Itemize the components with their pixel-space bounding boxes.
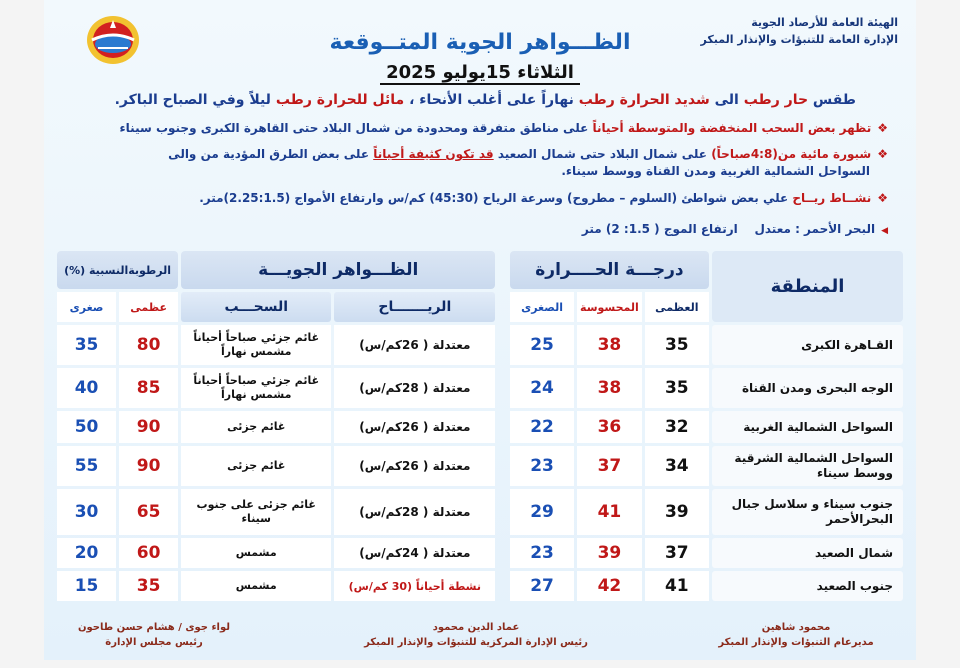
signature-director [696, 620, 896, 650]
temp-max: 39 [645, 489, 709, 535]
table-row [57, 489, 903, 535]
humidity-max: 65 [119, 489, 178, 535]
subheader-feels-like: المحسوسة [577, 292, 641, 322]
region-name: الوجه البحرى ومدن القناة [712, 368, 903, 408]
bullet-warning: قد تكون كثيفة أحياناً [373, 147, 494, 161]
bullet-text: علي بعض شواطئ (السلوم – مطروح) وسرعة الرياح (45:30) كم/س وارتفاع الأمواج (2.25:1.5)متر. [199, 191, 793, 205]
subheader-wind: الريـــــــاح [334, 292, 495, 322]
summary-hot-humid: حار رطب [743, 92, 809, 108]
region-name: جنوب الصعيد [712, 571, 903, 601]
bullet-text-line2: السواحل الشمالية الغربية ومدن القناة ووسط سيناء. [561, 164, 870, 178]
temp-min: 24 [510, 368, 574, 408]
column-gap [498, 489, 507, 535]
humidity-min: 55 [57, 446, 116, 486]
column-gap [498, 411, 507, 443]
temp-min: 25 [510, 325, 574, 365]
red-sea-status [582, 222, 888, 236]
triangle-pointer-icon: ◀ [881, 226, 888, 236]
signature-title: مديرعام التنبؤات والإنذار المبكر [718, 637, 874, 648]
signature-chairman [54, 620, 254, 650]
bullet-highlight: شبورة مائية من(4:8صباحاً) [711, 147, 872, 161]
subheader-humidity-max: عظمى [119, 292, 178, 322]
summary-part: الى [709, 92, 744, 108]
summary-part: ليلاً وفي الصباح الباكر. [114, 92, 276, 108]
summary-very-hot: شديد الحرارة رطب [578, 92, 710, 108]
signature-name: عماد الدين محمود [432, 622, 520, 633]
header-phenomena: الظـــواهر الجويـــة [181, 251, 495, 289]
temp-max: 34 [645, 446, 709, 486]
diamond-bullet-icon: ❖ [877, 121, 888, 135]
wind: معتدلة ( 26كم/س) [334, 411, 495, 443]
header-region: المنطقة [712, 251, 903, 322]
column-gap [498, 571, 507, 601]
bullet-fog [168, 146, 888, 180]
humidity-max: 90 [119, 411, 178, 443]
wind: نشطة أحياناً (30 كم/س) [334, 571, 495, 601]
diamond-bullet-icon: ❖ [877, 191, 888, 205]
clouds: غائم جزئى على جنوب سيناء [181, 489, 331, 535]
wind: معتدلة ( 24كم/س) [334, 538, 495, 568]
weather-summary [115, 92, 856, 108]
temp-feels-like: 41 [577, 489, 641, 535]
bullet-highlight: نشــاط ريــاح [792, 191, 872, 205]
humidity-min: 40 [57, 368, 116, 408]
forecast-sheet [44, 0, 916, 660]
signature-title: رئيس الإدارة المركزية للتنبؤات والإنذار المبكر [364, 637, 588, 648]
clouds: غائم جزئي صباحاً أحياناً مشمس نهاراً [181, 325, 331, 365]
forecast-date [44, 62, 916, 83]
humidity-max: 35 [119, 571, 178, 601]
signature-title: رئيس مجلس الإدارة [105, 637, 203, 648]
forecast-table [54, 248, 906, 604]
column-gap [498, 538, 507, 568]
clouds: غائم جزئي صباحاً أحياناً مشمس نهاراً [181, 368, 331, 408]
page-title: الظـــواهر الجوية المتــوقعة [329, 30, 631, 55]
bullet-wind [199, 190, 888, 207]
temp-min: 23 [510, 538, 574, 568]
humidity-max: 90 [119, 446, 178, 486]
table-row [57, 368, 903, 408]
temp-min: 27 [510, 571, 574, 601]
subheader-humidity-min: صغرى [57, 292, 116, 322]
header-humidity: الرطوبةالنسبية (%) [57, 251, 178, 289]
humidity-min: 30 [57, 489, 116, 535]
summary-part: نهاراً على أغلب الأنحاء ، [404, 92, 579, 108]
wind: معتدلة ( 28كم/س) [334, 489, 495, 535]
humidity-max: 80 [119, 325, 178, 365]
region-name: شمال الصعيد [712, 538, 903, 568]
signature-name: محمود شاهين [761, 622, 831, 633]
subheader-clouds: السحـــب [181, 292, 331, 322]
summary-part: طقس [808, 92, 856, 108]
red-sea-label: البحر الأحمر : معتدل [754, 222, 876, 236]
column-gap [498, 446, 507, 486]
temp-feels-like: 39 [577, 538, 641, 568]
org-department: الإدارة العامة للتنبؤات والإنذار المبكر [700, 33, 898, 46]
signatures [44, 620, 916, 660]
temp-min: 29 [510, 489, 574, 535]
region-name: السواحل الشمالية الغربية [712, 411, 903, 443]
signature-name: لواء جوى / هشام حسن طاحون [77, 622, 231, 633]
clouds: غائم جزئى [181, 446, 331, 486]
diamond-bullet-icon: ❖ [877, 147, 888, 161]
bullet-highlight: تظهر بعض السحب المنخفضة والمتوسطة أحياناً [592, 121, 872, 135]
humidity-min: 20 [57, 538, 116, 568]
humidity-max: 60 [119, 538, 178, 568]
bullet-text: على مناطق متفرقة ومحدودة من شمال البلاد حتى القاهرة الكبرى وجنوب سيناء [119, 121, 593, 135]
wind: معتدلة ( 28كم/س) [334, 368, 495, 408]
date-text: الثلاثاء 15يوليو 2025 [380, 62, 580, 85]
temp-max: 32 [645, 411, 709, 443]
clouds: مشمس [181, 571, 331, 601]
temp-max: 35 [645, 368, 709, 408]
org-name: الهيئة العامة للأرصاد الجوية [751, 16, 898, 29]
table-row [57, 571, 903, 601]
header-temperature: درجـــة الحــــرارة [510, 251, 709, 289]
region-name: السواحل الشمالية الشرقية ووسط سيناء [712, 446, 903, 486]
humidity-min: 35 [57, 325, 116, 365]
bullet-text: على شمال البلاد حتى شمال الصعيد [493, 147, 712, 161]
temp-feels-like: 38 [577, 368, 641, 408]
temp-feels-like: 37 [577, 446, 641, 486]
temp-min: 22 [510, 411, 574, 443]
subheader-min: الصغرى [510, 292, 574, 322]
temp-min: 23 [510, 446, 574, 486]
bullet-clouds [120, 120, 888, 137]
region-name: القـاهرة الكبرى [712, 325, 903, 365]
column-gap [498, 325, 507, 365]
clouds: مشمس [181, 538, 331, 568]
bullet-text: على بعض الطرق المؤدية من والى [168, 147, 374, 161]
humidity-min: 50 [57, 411, 116, 443]
temp-feels-like: 38 [577, 325, 641, 365]
table-row [57, 325, 903, 365]
red-sea-waves: ارتفاع الموج ( 1.5: 2) متر [581, 222, 738, 236]
humidity-min: 15 [57, 571, 116, 601]
temp-max: 35 [645, 325, 709, 365]
wind: معتدلة ( 26كم/س) [334, 446, 495, 486]
summary-night: مائل للحرارة رطب [275, 92, 405, 108]
table-row [57, 411, 903, 443]
temp-max: 41 [645, 571, 709, 601]
temp-max: 37 [645, 538, 709, 568]
subheader-max: العظمى [645, 292, 709, 322]
temp-feels-like: 42 [577, 571, 641, 601]
temp-feels-like: 36 [577, 411, 641, 443]
table-row [57, 538, 903, 568]
humidity-max: 85 [119, 368, 178, 408]
clouds: غائم جزئى [181, 411, 331, 443]
column-gap [498, 251, 507, 322]
region-name: جنوب سيناء و سلاسل جبال البحرالأحمر [712, 489, 903, 535]
wind: معتدلة ( 26كم/س) [334, 325, 495, 365]
column-gap [498, 368, 507, 408]
table-row [57, 446, 903, 486]
signature-central-head [336, 620, 616, 650]
